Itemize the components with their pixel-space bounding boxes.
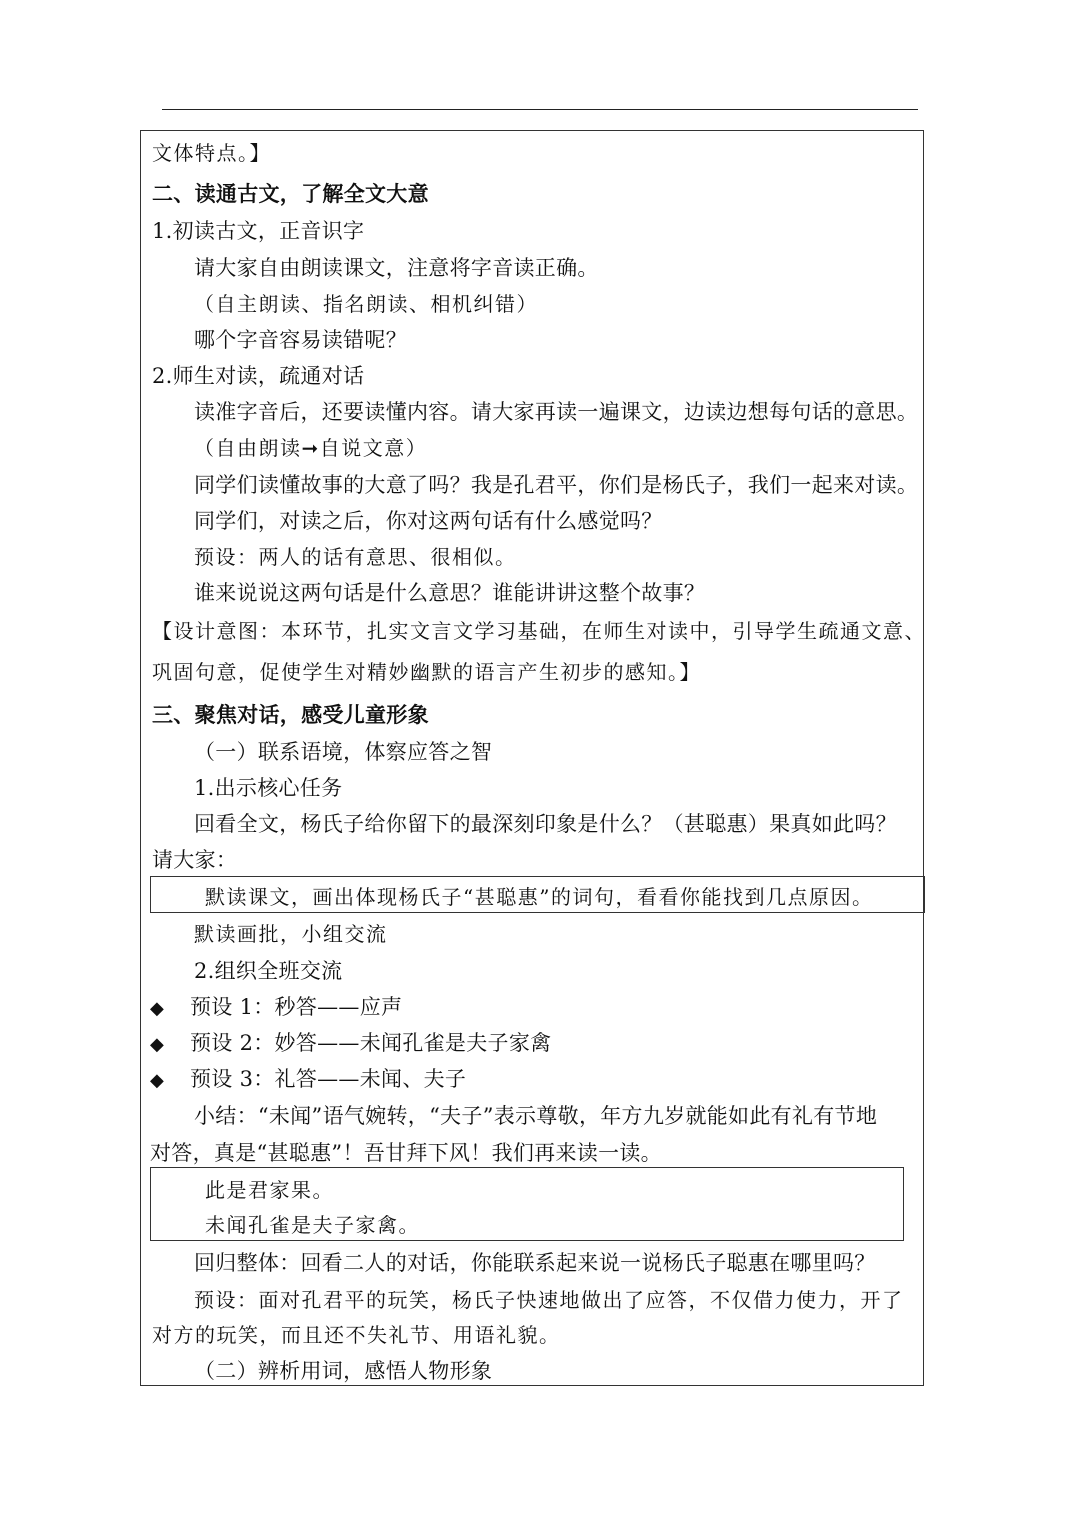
header-rule xyxy=(162,109,918,110)
preset-text: 预设 3：礼答——未闻、夫子 xyxy=(190,1067,467,1091)
quote-line: 未闻孔雀是夫子家禽。 xyxy=(205,1213,420,1237)
preset-item xyxy=(150,1065,466,1095)
preset-text: 预设 1：秒答——应声 xyxy=(190,995,403,1019)
text-line: 文体特点。】 xyxy=(152,141,271,165)
design-intent-text: 【设计意图：本环节，扎实文言文学习基础，在师生对读中，引导学生疏通文意、 xyxy=(152,619,926,643)
diamond-bullet-icon: ◆ xyxy=(150,1034,165,1055)
text-line: 读准字音后，还要读懂内容。请大家再读一遍课文，边读边想每句话的意思。 xyxy=(194,400,919,424)
preset-item xyxy=(150,993,402,1023)
task-text: 默读课文，画出体现杨氏子“甚聪惠”的词句，看看你能找到几点原因。 xyxy=(205,885,874,909)
text-line: 预设：面对孔君平的玩笑，杨氏子快速地做出了应答，不仅借力使力，开了 xyxy=(194,1288,904,1312)
text-line: 对答，真是“甚聪惠”！吾甘拜下风！我们再来读一读。 xyxy=(150,1141,662,1165)
text-line: （自主朗读、指名朗读、相机纠错） xyxy=(194,292,538,316)
text-line: 回看全文，杨氏子给你留下的最深刻印象是什么？（甚聪惠）果真如此吗？ xyxy=(194,812,897,836)
text-line: 哪个字音容易读错呢？ xyxy=(194,328,407,352)
text-line: 小结：“未闻”语气婉转，“夫子”表示尊敬，年方九岁就能如此有礼有节地 xyxy=(194,1104,878,1128)
diamond-bullet-icon: ◆ xyxy=(150,1070,165,1091)
subheading: 2.师生对读，疏通对话 xyxy=(152,364,365,388)
section-heading: 三、聚焦对话，感受儿童形象 xyxy=(152,702,429,727)
text-line: （自由朗读➞自说文意） xyxy=(194,436,428,460)
text-line: 同学们读懂故事的大意了吗？我是孔君平，你们是杨氏子，我们一起来对读。 xyxy=(194,473,919,497)
text-line: 请大家： xyxy=(152,848,238,872)
text-line: 同学们，对读之后，你对这两句话有什么感觉吗？ xyxy=(194,509,663,533)
diamond-bullet-icon: ◆ xyxy=(150,998,165,1019)
section-heading: 二、读通古文，了解全文大意 xyxy=(152,181,429,206)
subheading: （二）辨析用词，感悟人物形象 xyxy=(194,1359,493,1383)
text-line: 请大家自由朗读课文，注意将字音读正确。 xyxy=(194,256,599,280)
subheading: （一）联系语境，体察应答之智 xyxy=(194,740,493,764)
text-line: 默读画批，小组交流 xyxy=(194,922,388,946)
preset-item xyxy=(150,1029,551,1059)
text-line: 预设：两人的话有意思、很相似。 xyxy=(194,545,517,569)
text-line: 对方的玩笑，而且还不失礼节、用语礼貌。 xyxy=(152,1323,561,1347)
preset-text: 预设 2：妙答——未闻孔雀是夫子家禽 xyxy=(190,1031,552,1055)
text-line: 回归整体：回看二人的对话，你能联系起来说一说杨氏子聪惠在哪里吗？ xyxy=(194,1251,876,1275)
text-line: 谁来说说这两句话是什么意思？谁能讲讲这整个故事？ xyxy=(194,581,706,605)
quote-line: 此是君家果。 xyxy=(205,1178,334,1202)
subheading: 1.出示核心任务 xyxy=(194,776,343,800)
subheading: 2.组织全班交流 xyxy=(194,959,343,983)
design-intent-text: 巩固句意，促使学生对精妙幽默的语言产生初步的感知。】 xyxy=(152,660,701,684)
subheading: 1.初读古文，正音识字 xyxy=(152,219,365,243)
